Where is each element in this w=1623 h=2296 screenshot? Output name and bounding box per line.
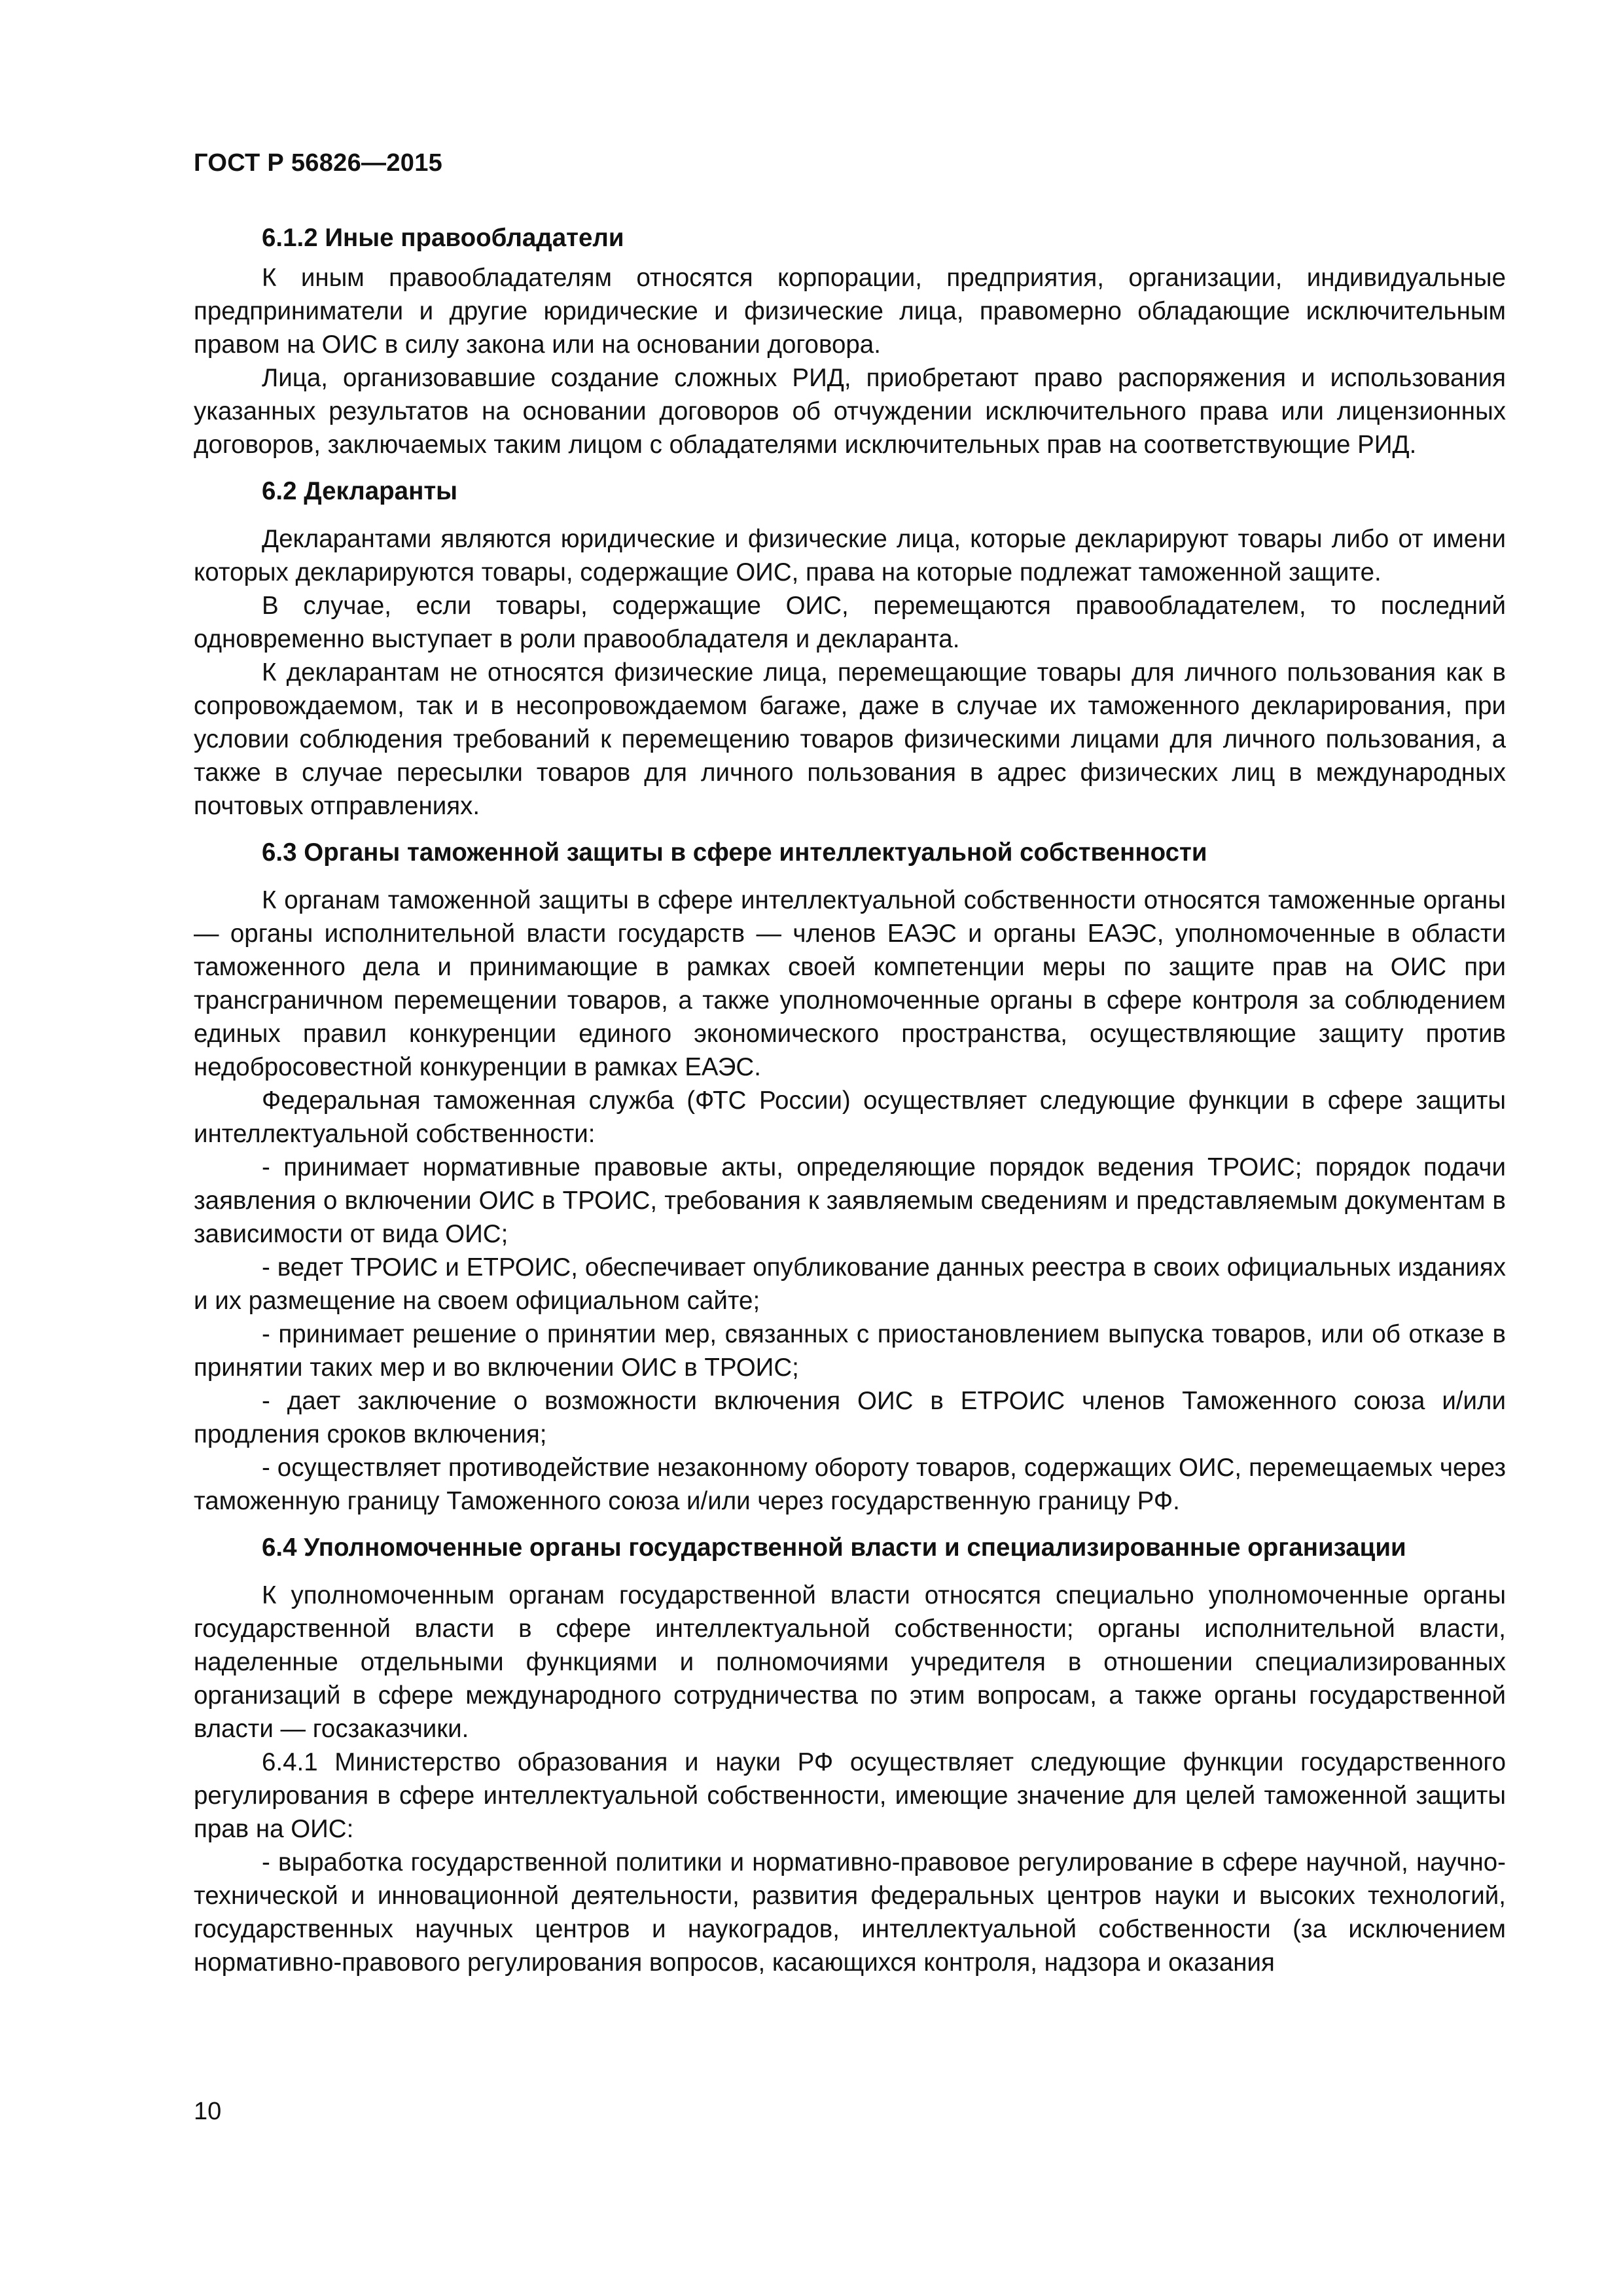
section-6-4 [194,1531,1506,1979]
paragraph: Федеральная таможенная служба (ФТС России) осуществляет следующие функции в сфере защиты интеллектуальной собственности: [194,1086,1506,1148]
document-body [194,221,1506,1979]
list-item: - ведет ТРОИС и ЕТРОИС, обеспечивает опубликование данных реестра в своих официальных изданиях и их размещение на своем официальном сайте; [194,1253,1506,1315]
section-6-3 [194,836,1506,1518]
page-number: 10 [194,2098,222,2125]
section-6-1-2 [194,221,1506,461]
list-item: - принимает решение о принятии мер, связанных с приостановлением выпуска товаров, или об отказе в принятии таких мер и во включении ОИС в ТРОИС; [194,1320,1506,1382]
section-heading: 6.3 Органы таможенной защиты в сфере интеллектуальной собственности [262,838,1207,867]
list-item: - осуществляет противодействие незаконному обороту товаров, содержащих ОИС, перемещаемых через таможенную границу Таможенного союза и/или через государственную границу РФ. [194,1454,1506,1515]
list-item: - выработка государственной политики и нормативно-правовое регулирование в сфере научной, научно-технической и инновационной деятельности, развития федеральных центров науки и высоких технологий, государственных научных центров и наукоградов, интеллектуальной собственности (за исключением нормативно-правового регулирования вопросов, касающихся контроля, надзора и оказания [194,1848,1506,1977]
section-heading: 6.2 Декларанты [262,477,458,505]
paragraph: Декларантами являются юридические и физические лица, которые декларируют товары либо от имени которых декларируются товары, содержащие ОИС, права на которые подлежат таможенной защите. [194,525,1506,586]
paragraph: К органам таможенной защиты в сфере интеллектуальной собственности относятся таможенные органы — органы исполнительной власти государств — членов ЕАЭС и органы ЕАЭС, уполномоченные в области таможенного дела и принимающие в рамках своей компетенции меры по защите прав на ОИС при трансграничном перемещении товаров, а также уполномоченные органы в сфере контроля за соблюдением единых правил конкуренции единого экономического пространства, осуществляющие защиту против недобросовестной конкуренции в рамках ЕАЭС. [194,886,1506,1081]
section-heading: 6.4 Уполномоченные органы государственной власти и специализированные организации [262,1534,1406,1562]
paragraph: К иным правообладателям относятся корпорации, предприятия, организации, индивидуальные предприниматели и другие юридические и физические лица, правомерно обладающие исключительным правом на ОИС в силу закона или на основании договора. [194,264,1506,359]
paragraph: К декларантам не относятся физические лица, перемещающие товары для личного пользования как в сопровождаемом, так и в несопровождаемом багаже, даже в случае их таможенного декларирования, при условии соблюдения требований к перемещению товаров физическими лицами для личного пользования, а также в случае пересылки товаров для личного пользования в адрес физических лиц в международных почтовых отправлениях. [194,658,1506,820]
section-6-2 [194,475,1506,823]
document-standard-number: ГОСТ Р 56826—2015 [194,149,443,177]
paragraph: К уполномоченным органам государственной власти относятся специально уполномоченные органы государственной власти в сфере интеллектуальной собственности; органы исполнительной власти, наделенные отдельными функциями и полномочиями учредителя в отношении специализированных организаций в сфере международного сотрудничества по этим вопросам, а также органы государственной власти — госзаказчики. [194,1581,1506,1743]
paragraph: 6.4.1 Министерство образования и науки РФ осуществляет следующие функции государственного регулирования в сфере интеллектуальной собственности, имеющие значение для целей таможенной защиты прав на ОИС: [194,1748,1506,1843]
list-item: - дает заключение о возможности включения ОИС в ЕТРОИС членов Таможенного союза и/или продления сроков включения; [194,1387,1506,1448]
paragraph: Лица, организовавшие создание сложных РИД, приобретают право распоряжения и использования указанных результатов на основании договоров об отчуждении исключительного права или лицензионных договоров, заключаемых таким лицом с обладателями исключительных прав на соответствующие РИД. [194,364,1506,459]
section-heading: 6.1.2 Иные правообладатели [262,224,624,252]
paragraph: В случае, если товары, содержащие ОИС, перемещаются правообладателем, то последний одновременно выступает в роли правообладателя и декларанта. [194,592,1506,653]
list-item: - принимает нормативные правовые акты, определяющие порядок ведения ТРОИС; порядок подачи заявления о включении ОИС в ТРОИС, требования к заявляемым сведениям и представляемым документам в зависимости от вида ОИС; [194,1153,1506,1248]
